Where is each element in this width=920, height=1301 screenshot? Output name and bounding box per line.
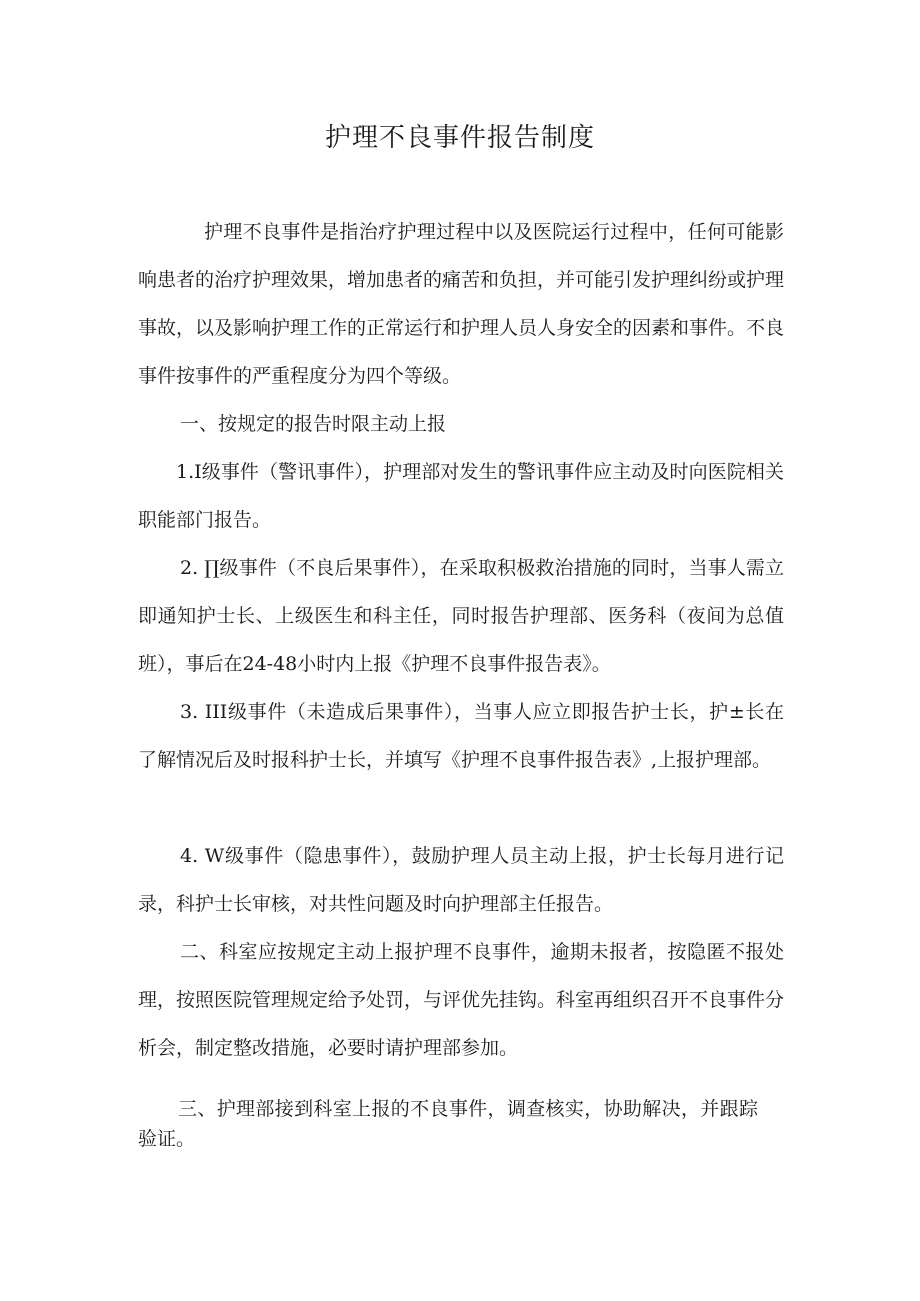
paragraph-level-2: 2. ∏级事件（不良后果事件），在采取积极救治措施的同时，当事人需立即通知护士长、上级医生和科主任，同时报告护理部、医务科（夜间为总值班），事后在24-48小时内上报《护理不良事件报告表》。	[138, 557, 784, 675]
section-heading-3: 三、护理部接到科室上报的不良事件，调查核实，协助解决，并跟踪验证。	[138, 1098, 758, 1150]
paragraph-definition: 护理不良事件是指治疗护理过程中以及医院运行过程中，任何可能影响患者的治疗护理效果，增加患者的痛苦和负担，并可能引发护理纠纷或护理事故，以及影响护理工作的正常运行和护理人员人身安全的因素和事件。不良事件按事件的严重程度分为四个等级。	[138, 221, 785, 387]
section-heading-2: 二、科室应按规定主动上报护理不良事件，逾期未报者，按隐匿不报处理，按照医院管理规定给予处罚，与评优先挂钩。科室再组织召开不良事件分析会，制定整改措施，必要时请护理部参加。	[138, 941, 785, 1059]
paragraph-level-4: 4. W级事件（隐患事件），鼓励护理人员主动上报，护士长每月进行记录，科护士长审核，对共性问题及时向护理部主任报告。	[138, 845, 784, 915]
paragraph-level-3: 3. III级事件（未造成后果事件），当事人应立即报告护士长，护±长在了解情况后及时报科护士长，并填写《护理不良事件报告表》,上报护理部。	[138, 701, 784, 771]
paragraph-level-1: 1.I级事件（警讯事件），护理部对发生的警讯事件应主动及时向医院相关职能部门报告。	[138, 461, 784, 531]
section-heading-1: 一、按规定的报告时限主动上报	[180, 413, 447, 435]
document-title: 护理不良事件报告制度	[324, 123, 595, 153]
